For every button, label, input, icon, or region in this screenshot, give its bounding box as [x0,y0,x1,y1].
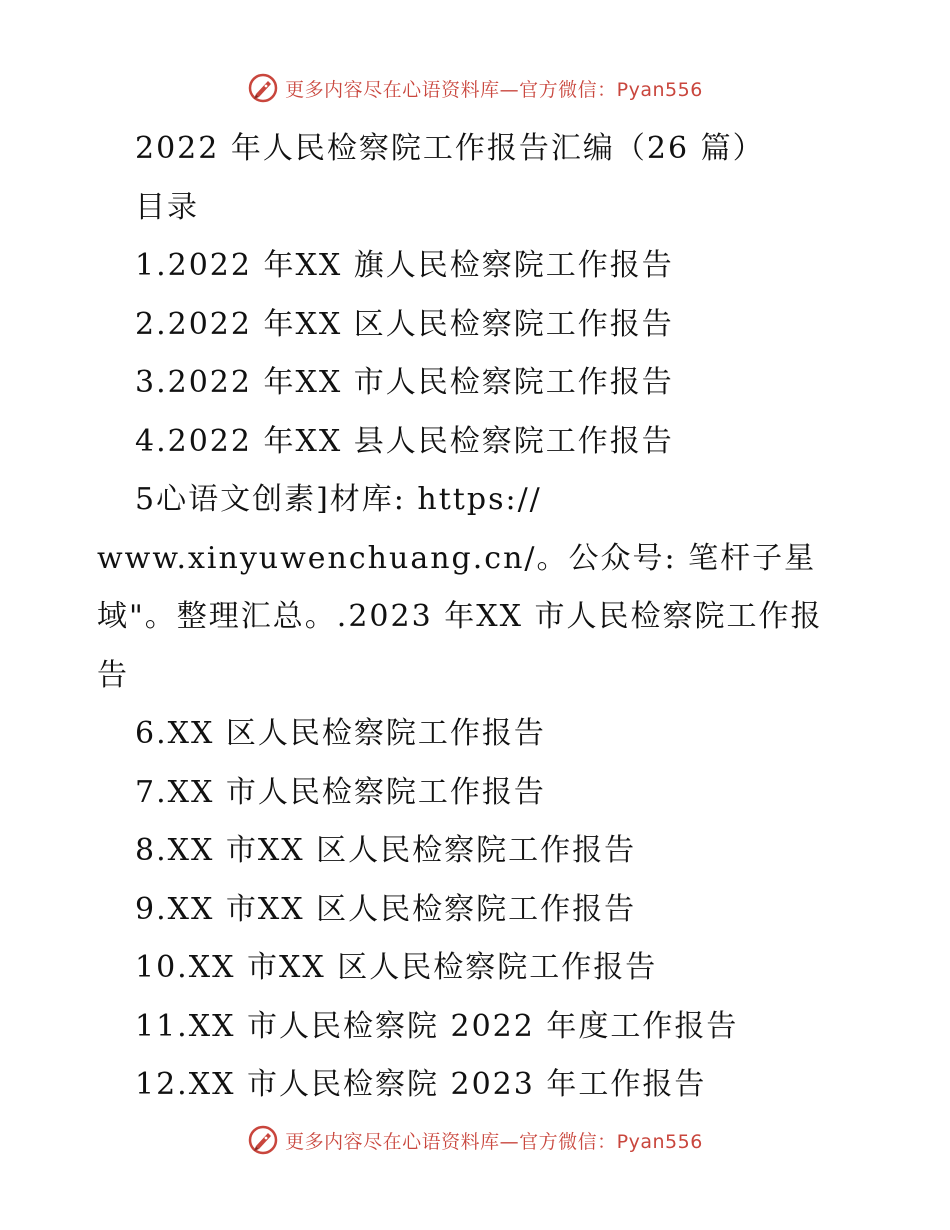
toc-item: 10.XX 市XX 区人民检察院工作报告 [135,950,658,985]
toc-item: 7.XX 市人民检察院工作报告 [135,774,546,810]
toc-item: 11.XX 市人民检察院 2022 年度工作报告 [135,1008,739,1044]
toc-item-5-line: 告 [97,657,129,693]
footer-banner [0,1120,950,1160]
banner-text: 更多内容尽在心语资料库—官方微信：Pyan556 [285,1130,703,1153]
toc-item: 9.XX 市XX 区人民检察院工作报告 [135,891,637,927]
toc-item: 1.2022 年XX 旗人民检察院工作报告 [135,248,674,283]
banner-text: 更多内容尽在心语资料库—官方微信：Pyan556 [285,78,703,101]
pen-nib-logo-icon [247,1124,279,1156]
toc-item: 6.XX 区人民检察院工作报告 [135,716,546,751]
toc-item: 12.XX 市人民检察院 2023 年工作报告 [135,1067,707,1102]
toc-item-5-line: www.xinyuwenchuang.cn/。公众号: 笔杆子星 [97,540,817,576]
header-banner [0,68,950,108]
toc-item-5-line: 5心语文创素]材库: https:// [135,482,542,517]
toc-heading: 目录 [135,189,199,225]
toc-item: 2.2022 年XX 区人民检察院工作报告 [135,306,674,342]
toc-item: 3.2022 年XX 市人民检察院工作报告 [135,365,674,400]
document-title: 2022 年人民检察院工作报告汇编（26 篇） [135,131,765,166]
document-body [97,120,867,1115]
pen-nib-logo-icon [247,72,279,104]
toc-item: 4.2022 年XX 县人民检察院工作报告 [135,423,674,459]
toc-item: 8.XX 市XX 区人民检察院工作报告 [135,833,637,868]
toc-item-5-line: 域"。整理汇总。.2023 年XX 市人民检察院工作报 [97,599,823,634]
